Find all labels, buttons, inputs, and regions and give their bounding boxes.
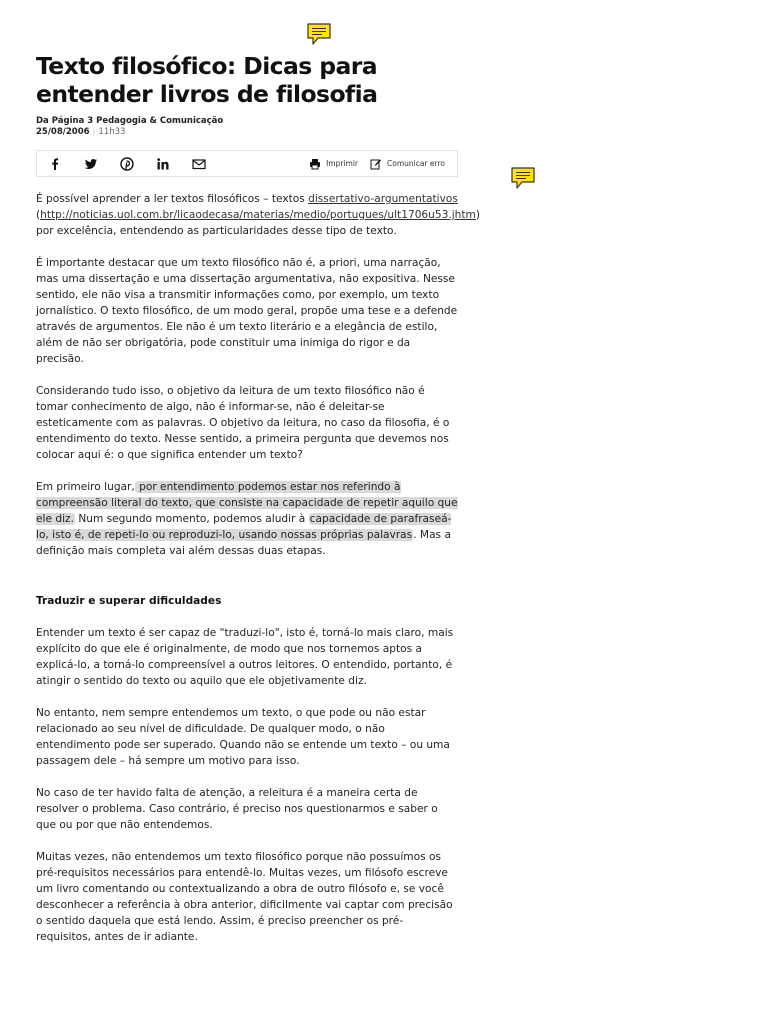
article-date: 25/08/2006 [36, 127, 90, 137]
facebook-icon[interactable] [47, 156, 63, 172]
highlight[interactable]: por entendimento podemos estar nos referindo à compreensão literal do texto, que consiste na capacidade de repetir aquilo que ele diz. [36, 481, 458, 525]
comment-bubble-icon[interactable] [306, 22, 332, 46]
paragraph: Em primeiro lugar, por entendimento podemos estar nos referindo à compreensão literal do texto, que consiste na capacidade de repetir aquilo que ele diz. Num segundo momento, podemos aludir à capacidade de parafraseá-lo, isto é, de repeti-lo ou reproduzi-lo, usando nossas próprias palavras. Mas a definição mais completa vai além dessas duas etapas. [36, 481, 458, 557]
edit-report-icon [370, 158, 382, 170]
print-button[interactable] [309, 158, 358, 170]
article-time: 11h33 [98, 127, 126, 137]
paragraph: Considerando tudo isso, o objetivo da leitura de um texto filosófico não é tomar conhecimento de algo, não é informar-se, não é deleitar-se esteticamente com as palavras. O objetivo da leitura, no caso da filosofia, é o entendimento do texto. Nesse sentido, a primeira pergunta que devemos nos colocar aqui é: o que significa entender um texto? [36, 385, 450, 461]
pinterest-icon[interactable] [119, 156, 135, 172]
highlight[interactable]: capacidade de parafraseá-lo, isto é, de repeti-lo ou reproduzi-lo, usando nossas próprias palavras [36, 513, 452, 541]
report-error-button[interactable] [370, 158, 445, 170]
article [36, 52, 481, 961]
paragraph: É possível aprender a ler textos filosóficos – textos dissertativo-argumentativos (http://noticias.uol.com.br/licaodecasa/materias/medio/portugues/ult1706u53.jhtm) por excelência, entendendo as particularidades desse tipo de texto. [36, 193, 481, 237]
report-error-label: Comunicar erro [387, 159, 445, 168]
twitter-icon[interactable] [83, 156, 99, 172]
paragraph: É importante destacar que um texto filosófico não é, a priori, uma narração, mas uma dissertação e uma dissertação argumentativa, não expositiva. Nesse sentido, ele não visa a transmitir informações como, por exemplo, um texto jornalístico. O texto filosófico, de um modo geral, propõe uma tese e a defende através de argumentos. Ele não é um texto literário e a elegância de estilo, além de não ser obrigatória, pode constituir uma inimiga do rigor e da precisão. [36, 257, 458, 365]
link-uol-url[interactable]: http://noticias.uol.com.br/licaodecasa/materias/medio/portugues/ult1706u53.jhtm [40, 209, 476, 221]
link-dissertativo[interactable]: dissertativo-argumentativos [308, 193, 458, 205]
comment-bubble-icon[interactable] [510, 166, 536, 190]
article-meta [36, 116, 458, 138]
paragraph: No entanto, nem sempre entendemos um texto, o que pode ou não estar relacionado ao seu nível de dificuldade. De qualquer modo, o não entendimento pode ser superado. Quando não se entende um texto – ou uma passagem dele – há sempre um motivo para isso. [36, 707, 450, 767]
printer-icon [309, 158, 321, 170]
article-title: Texto filosófico: Dicas para entender livros de filosofia [36, 52, 378, 108]
paragraph: No caso de ter havido falta de atenção, a releitura é a maneira certa de resolver o problema. Caso contrário, é preciso nos questionarmos e saber o que ou por que não entendemos. [36, 787, 438, 831]
paragraph: Entender um texto é ser capaz de "traduzi-lo", isto é, torná-lo mais claro, mais explícito do que ele é originalmente, de modo que nos tornemos aptos a explicá-lo, a torná-lo compreensível a outros leitores. O entendido, portanto, é atingir o sentido do texto ou aquilo que ele objetivamente diz. [36, 627, 454, 687]
linkedin-icon[interactable] [155, 156, 171, 172]
share-bar [36, 150, 458, 177]
article-source: Da Página 3 Pedagogia & Comunicação [36, 116, 224, 126]
article-body [36, 191, 481, 945]
email-icon[interactable] [191, 156, 207, 172]
print-label: Imprimir [326, 159, 359, 168]
meta-divider: | [92, 127, 96, 137]
section-heading: Traduzir e superar dificuldades [36, 595, 222, 607]
paragraph: Muitas vezes, não entendemos um texto filosófico porque não possuímos os pré-requisitos necessários para entendê-lo. Muitas vezes, um filósofo escreve um livro comentando ou contextualizando a obra de outro filósofo e, se você desconhecer a referência à obra anterior, dificilmente vai captar com precisão o sentido daquela que está lendo. Assim, é preciso preencher os pré-requisitos, antes de ir adiante. [36, 851, 453, 943]
